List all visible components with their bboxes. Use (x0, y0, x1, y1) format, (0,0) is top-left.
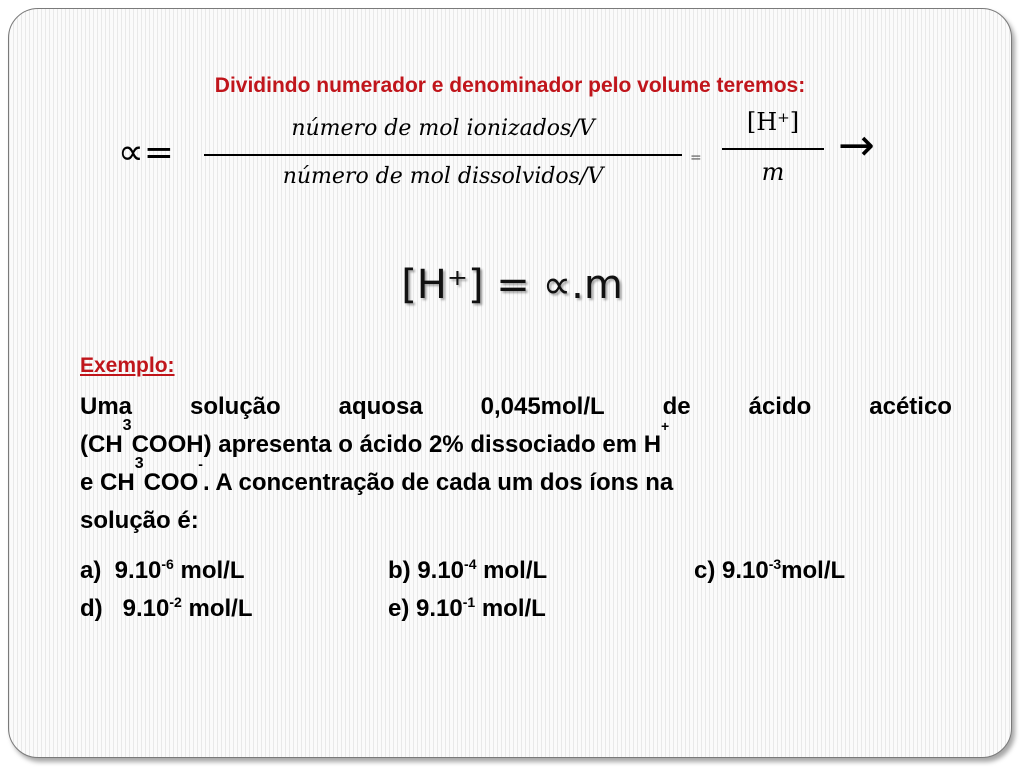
word: solução (189, 393, 281, 420)
options-row-2 (80, 590, 960, 628)
option-unit: mol/L (475, 595, 546, 622)
concentration-fraction (722, 108, 824, 186)
option-exponent: -2 (169, 594, 182, 610)
option-value: c) 9.10 (694, 557, 769, 584)
option-exponent: -3 (768, 556, 782, 572)
text-segment: (CH (80, 431, 123, 458)
fraction-denominator: número de mol dissolvidos/V (282, 164, 604, 189)
statement-line-4 (80, 502, 952, 540)
statement-line-3 (80, 455, 952, 502)
small-equals-sign: = (690, 150, 702, 166)
text-segment: COOH) apresenta o ácido 2% dissociado em H (131, 431, 662, 458)
option-exponent: -4 (464, 556, 477, 572)
word: Uma (80, 393, 133, 420)
subscript: 3 (134, 455, 144, 472)
volume-fraction (204, 116, 682, 189)
option-a (80, 552, 245, 590)
option-exponent: -1 (462, 594, 476, 610)
hydrogen-ion-numerator: [H⁺] (746, 108, 800, 136)
option-unit: mol/L (173, 557, 245, 584)
option-unit: mol/L (181, 595, 253, 622)
fraction-numerator: número de mol ionizados/V (291, 116, 595, 141)
option-value: d) 9.10 (80, 595, 170, 622)
text-segment: e CH (80, 469, 135, 496)
answer-options (80, 552, 960, 628)
slide-heading: Dividindo numerador e denominador pelo volume teremos: (214, 74, 806, 97)
option-unit: mol/L (476, 557, 548, 584)
word: acético (869, 393, 952, 420)
option-exponent: -6 (161, 556, 174, 572)
option-b (388, 552, 547, 590)
fraction-bar (204, 154, 682, 156)
example-label: Exemplo: (80, 354, 175, 377)
result-formula: [H⁺] = ∝.m (401, 262, 623, 308)
option-value: a) 9.10 (80, 557, 162, 584)
option-c (694, 552, 845, 590)
text-segment: . A concentração de cada um dos íons na (202, 469, 674, 496)
statement-line-2 (80, 417, 952, 464)
superscript: - (198, 456, 203, 472)
text-segment: COO (143, 469, 199, 496)
alpha-equals-symbol: ∝= (118, 132, 174, 173)
word: 0,045mol/L (480, 393, 605, 420)
subscript: 3 (122, 417, 132, 434)
example-statement (80, 388, 952, 540)
word: de (662, 393, 691, 420)
option-value: b) 9.10 (388, 557, 465, 584)
option-unit: mol/L (781, 557, 846, 584)
alpha-formula (0, 0, 1024, 240)
molarity-denominator: m (761, 158, 785, 186)
right-arrow-icon: → (838, 120, 875, 171)
word: aquosa (338, 393, 423, 420)
option-e (388, 590, 546, 628)
options-row-1 (80, 552, 960, 590)
fraction-bar-2 (722, 148, 824, 150)
statement-line-1 (80, 388, 952, 426)
option-d (80, 590, 253, 628)
superscript: + (661, 418, 670, 434)
word: ácido (748, 393, 812, 420)
option-value: e) 9.10 (388, 595, 463, 622)
text-segment: solução é: (80, 507, 199, 534)
